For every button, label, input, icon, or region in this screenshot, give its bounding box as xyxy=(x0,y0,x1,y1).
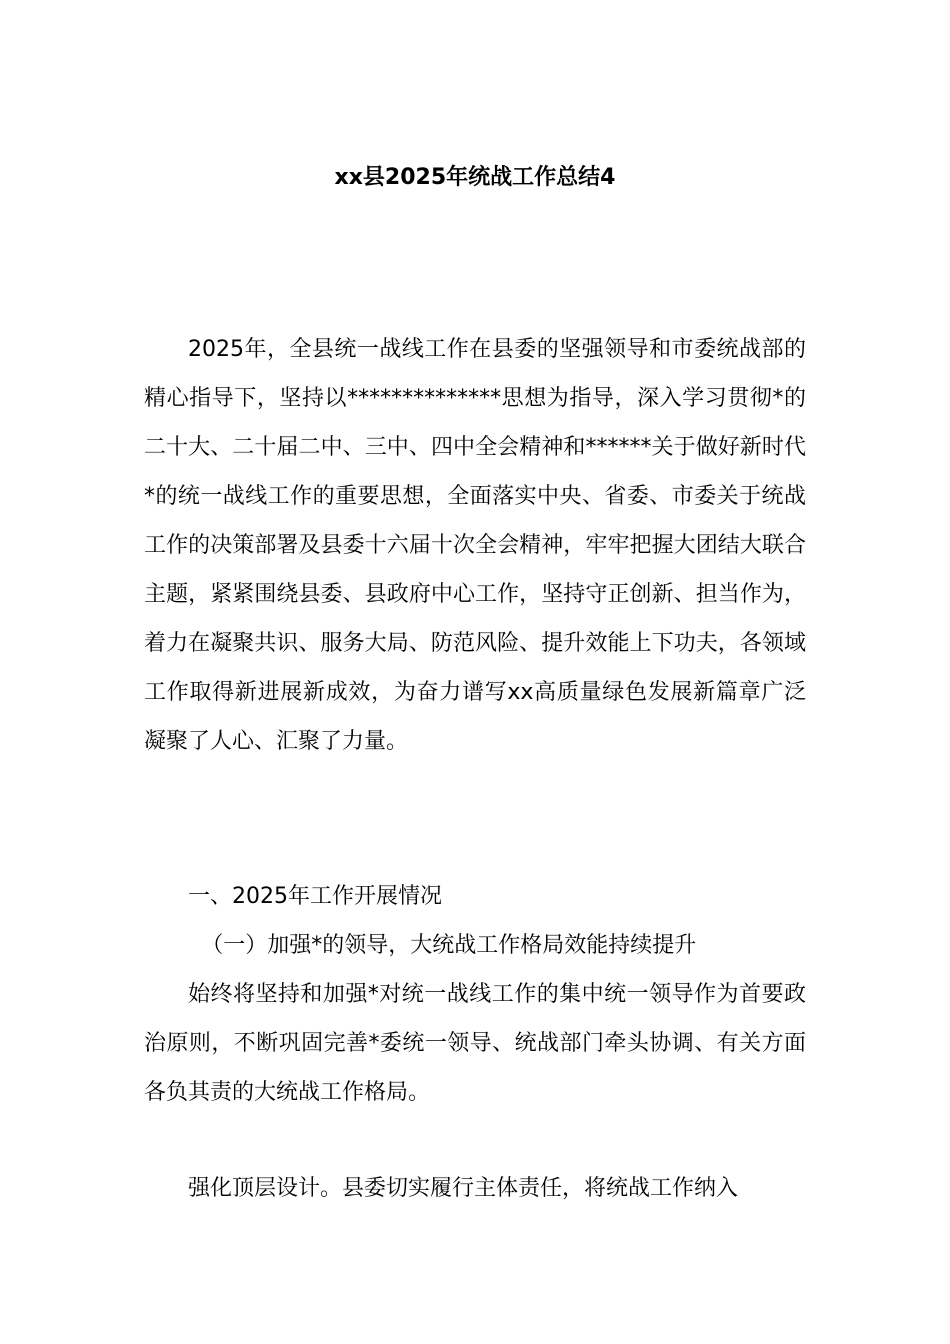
section-paragraph-2: 强化顶层设计。县委切实履行主体责任，将统战工作纳入 xyxy=(188,1176,739,1201)
section-heading: 一、2025年工作开展情况 xyxy=(188,884,442,909)
document-title: xx县2025年统战工作总结4 xyxy=(334,165,616,190)
section-paragraph-1: 始终将坚持和加强*对统一战线工作的集中统一领导作为首要政治原则，不断巩固完善*委统一领导、统战部门牵头协调、有关方面各负其责的大统战工作格局。 xyxy=(144,982,806,1105)
subsection-heading: （一）加强*的领导，大统战工作格局效能持续提升 xyxy=(201,933,697,958)
intro-paragraph: 2025年，全县统一战线工作在县委的坚强领导和市委统战部的精心指导下，坚持以**************思想为指导，深入学习贯彻*的二十大、二十届二中、三中、四中全会精神和******关于做好新时代*的统一战线工作的重要思想，全面落实中央、省委、市委关于统战工作的决策部署及县委十六届十次全会精神，牢牢把握大团结大联合主题，紧紧围绕县委、县政府中心工作，坚持守正创新、担当作为，着力在凝聚共识、服务大局、防范风险、提升效能上下功夫，各领域工作取得新进展新成效，为奋力谱写xx高质量绿色发展新篇章广泛凝聚了人心、汇聚了力量。 xyxy=(144,337,806,754)
